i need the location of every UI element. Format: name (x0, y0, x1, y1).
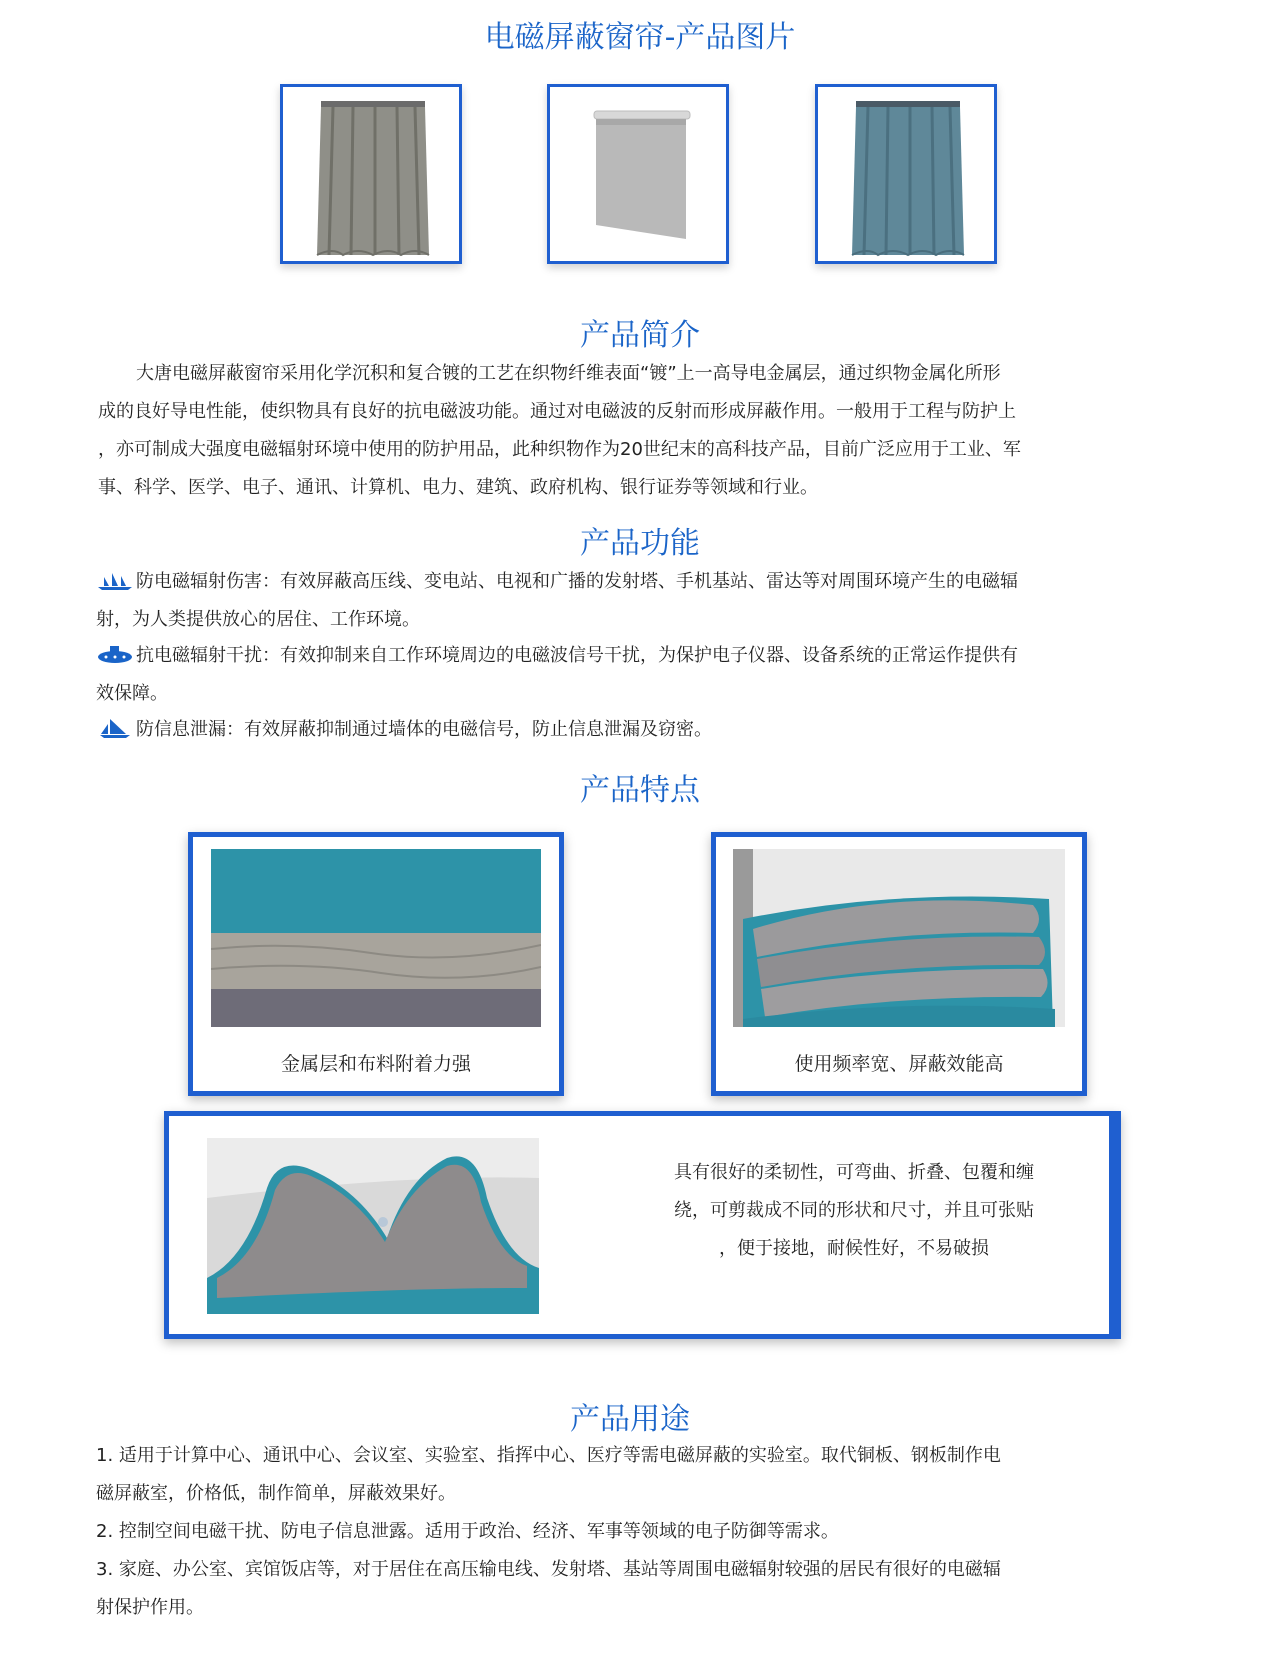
use-text: 3. 家庭、办公室、宾馆饭店等，对于居住在高压输电线、发射塔、基站等周围电磁辐射较强的居民有很好的电磁辐 (96, 1559, 1001, 1580)
function-text: 防信息泄漏：有效屏蔽抑制通过墙体的电磁信号，防止信息泄漏及窃密。 (136, 719, 712, 740)
roller-blind-image (550, 87, 726, 261)
feature-card-adhesion (188, 832, 564, 1096)
intro-line: 事、科学、医学、电子、通讯、计算机、电力、建筑、政府机构、银行证券等领域和行业。 (98, 477, 818, 498)
function-item (96, 711, 1186, 749)
intro-paragraph (98, 355, 1178, 507)
product-photo-roller-blind[interactable] (547, 84, 729, 264)
sailboat-icon (96, 717, 134, 739)
use-text: 射保护作用。 (96, 1597, 204, 1618)
grey-curtain-image (283, 87, 459, 261)
folded-fabric-image (733, 849, 1065, 1027)
feature-caption: 金属层和布料附着力强 (280, 1053, 471, 1075)
use-item (96, 1551, 1176, 1627)
function-text: 抗电磁辐射干扰：有效抑制来自工作环境周边的电磁波信号干扰，为保护电子仪器、设备系统的正常运作提供有 (136, 645, 1018, 666)
use-text: 1. 适用于计算中心、通讯中心、会议室、实验室、指挥中心、医疗等需电磁屏蔽的实验室。取代铜板、钢板制作电 (96, 1445, 1001, 1466)
features-title: 产品特点 (580, 773, 700, 808)
intro-title: 产品简介 (580, 318, 700, 353)
functions-title: 产品功能 (580, 526, 700, 561)
intro-line: 成的良好导电性能，使织物具有良好的抗电磁波功能。通过对电磁波的反射而形成屏蔽作用。一般用于工程与防护上 (98, 401, 1016, 422)
use-text: 2. 控制空间电磁干扰、防电子信息泄露。适用于政治、经济、军事等领域的电子防御等需求。 (96, 1521, 839, 1542)
uses-title: 产品用途 (570, 1402, 690, 1437)
function-item (96, 563, 1186, 639)
sailing-ships-icon (96, 569, 134, 591)
use-item (96, 1437, 1176, 1513)
function-text: 射，为人类提供放心的居住、工作环境。 (96, 609, 420, 630)
flexible-fabric-image (207, 1138, 539, 1314)
use-item (96, 1513, 1176, 1551)
feature-card-frequency (711, 832, 1087, 1096)
fabric-layers-image (211, 849, 541, 1027)
flexibility-line: 具有很好的柔韧性，可弯曲、折叠、包覆和缠 (674, 1162, 1034, 1183)
intro-line: ，亦可制成大强度电磁辐射环境中使用的防护用品，此种织物作为20世纪末的高科技产品，目前广泛应用于工业、军 (98, 439, 1021, 460)
intro-line: 大唐电磁屏蔽窗帘采用化学沉积和复合镀的工艺在织物纤维表面“镀”上一高导电金属层，通过织物金属化所形 (136, 363, 1001, 384)
flexibility-line: 绕，可剪裁成不同的形状和尺寸，并且可张贴 (674, 1200, 1034, 1221)
product-photo-grey-curtain[interactable] (280, 84, 462, 264)
function-text: 防电磁辐射伤害：有效屏蔽高压线、变电站、电视和广播的发射塔、手机基站、雷达等对周围环境产生的电磁辐 (136, 571, 1018, 592)
feature-card-flexibility (164, 1111, 1121, 1339)
function-text: 效保障。 (96, 683, 168, 704)
function-item (96, 637, 1186, 713)
use-text: 磁屏蔽室，价格低，制作简单，屏蔽效果好。 (96, 1483, 456, 1504)
feature-caption: 使用频率宽、屏蔽效能高 (794, 1053, 1004, 1075)
flexibility-line: ，便于接地，耐候性好，不易破损 (719, 1238, 989, 1259)
blue-curtain-image (818, 87, 994, 261)
gallery-title: 电磁屏蔽窗帘-产品图片 (484, 20, 796, 55)
flexibility-text (639, 1154, 1069, 1268)
product-photo-blue-curtain[interactable] (815, 84, 997, 264)
submarine-icon (96, 643, 134, 665)
